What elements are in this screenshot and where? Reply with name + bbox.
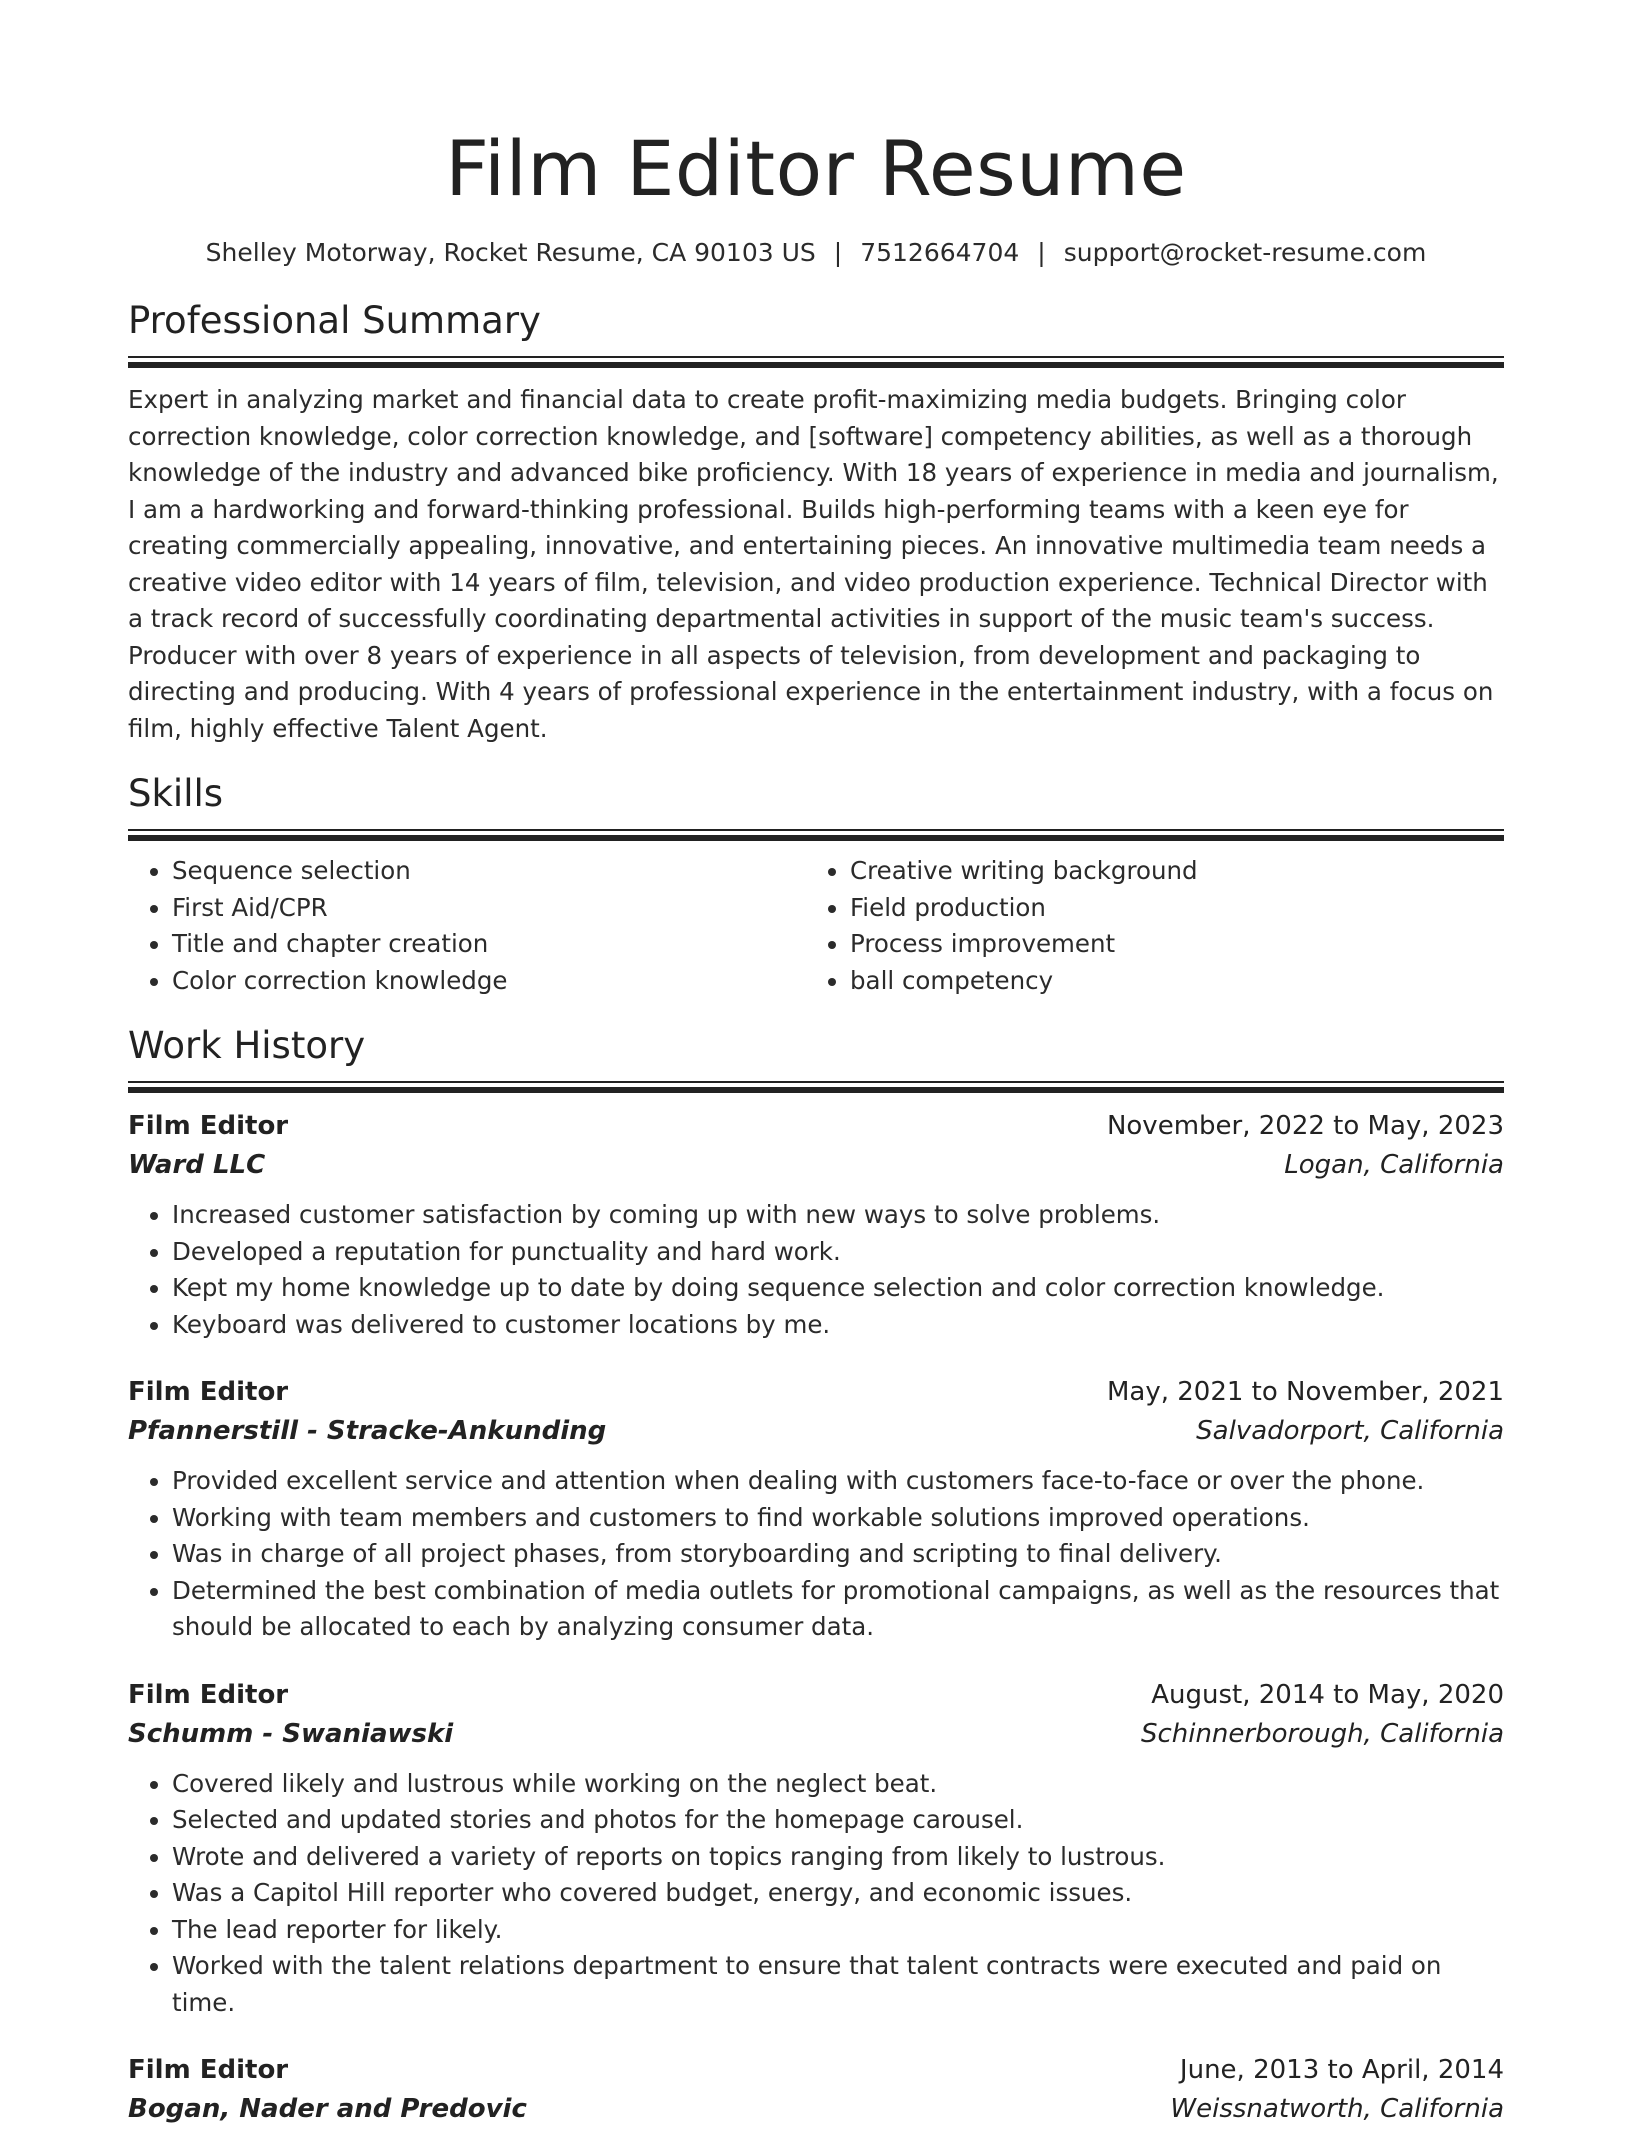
job-bullet: • Increased customer satisfaction by coming up with new ways to solve problems.	[172, 1197, 1504, 1234]
summary-heading: Professional Summary	[128, 299, 541, 342]
work-section	[128, 1023, 1504, 2129]
job-bullet: • Covered likely and lustrous while working on the neglect beat.	[172, 1766, 1504, 1803]
job-company-row	[128, 1714, 1504, 1754]
job-entry	[128, 1107, 1504, 1343]
job-bullet: • Wrote and delivered a variety of reports on topics ranging from likely to lustrous.	[172, 1839, 1504, 1876]
skills-heading: Skills	[128, 772, 224, 815]
skills-list-left	[128, 853, 806, 999]
job-company-row	[128, 2089, 1504, 2129]
section-rule	[128, 356, 1504, 368]
job-title: Film Editor	[128, 1111, 289, 1141]
skills-grid	[128, 853, 1504, 999]
contact-separator: |	[1037, 238, 1046, 267]
job-entry	[128, 2051, 1504, 2129]
job-bullet: • Worked with the talent relations department to ensure that talent contracts were executed and paid on time.	[172, 1948, 1504, 2021]
job-bullets	[128, 1197, 1504, 1343]
job-entry	[128, 1676, 1504, 2022]
job-title: Film Editor	[128, 1377, 289, 1407]
resume-title: Film Editor Resume	[445, 124, 1187, 213]
skills-section	[128, 771, 1504, 999]
job-bullet: • Was a Capitol Hill reporter who covered budget, energy, and economic issues.	[172, 1875, 1504, 1912]
skills-list-right	[806, 853, 1504, 999]
work-heading: Work History	[128, 1024, 366, 1067]
job-title-row	[128, 1373, 1504, 1411]
job-location: Weissnatworth, California	[1170, 2094, 1504, 2124]
job-entry	[128, 1373, 1504, 1646]
job-title: Film Editor	[128, 1679, 289, 1710]
job-title-row	[128, 2051, 1504, 2089]
job-title: Film Editor	[128, 2055, 289, 2085]
contact-line	[128, 236, 1504, 270]
job-bullet: • Was in charge of all project phases, from storyboarding and scripting to final delivery.	[172, 1536, 1504, 1573]
job-dates: November, 2022 to May, 2023	[1106, 1111, 1504, 1141]
job-company: Pfannerstill - Stracke-Ankunding	[128, 1416, 607, 1446]
job-bullet: • Provided excellent service and attention when dealing with customers face-to-face or over the phone.	[172, 1463, 1504, 1500]
job-dates: May, 2021 to November, 2021	[1106, 1377, 1504, 1407]
job-dates: June, 2013 to April, 2014	[1179, 2055, 1504, 2085]
job-title-row	[128, 1676, 1504, 1714]
skill-item: • Field production	[850, 890, 1504, 927]
contact-email: support@rocket-resume.com	[1063, 238, 1427, 267]
skill-item: • Creative writing background	[850, 853, 1504, 890]
job-company: Bogan, Nader and Predovic	[128, 2094, 527, 2124]
section-rule	[128, 1081, 1504, 1093]
skill-item: • Color correction knowledge	[172, 963, 806, 1000]
job-location: Logan, California	[1284, 1150, 1504, 1180]
job-company: Schumm - Swaniawski	[128, 1718, 454, 1749]
contact-address: Shelley Motorway, Rocket Resume, CA 90103 US	[205, 238, 816, 267]
contact-phone: 7512664704	[860, 238, 1020, 267]
job-bullet: • Keyboard was delivered to customer locations by me.	[172, 1307, 1504, 1344]
summary-section	[128, 298, 1504, 747]
job-location: Schinnerborough, California	[1140, 1718, 1504, 1749]
job-bullet: • Selected and updated stories and photos for the homepage carousel.	[172, 1802, 1504, 1839]
skill-item: • Title and chapter creation	[172, 926, 806, 963]
job-bullets	[128, 1463, 1504, 1646]
job-bullet: • Kept my home knowledge up to date by doing sequence selection and color correction knowledge.	[172, 1270, 1504, 1307]
job-location: Salvadorport, California	[1196, 1416, 1504, 1446]
job-bullet: • Determined the best combination of media outlets for promotional campaigns, as well as the resources that should be allocated to each by analyzing consumer data.	[172, 1573, 1504, 1646]
section-rule	[128, 829, 1504, 841]
job-company-row	[128, 1145, 1504, 1185]
job-company-row	[128, 1411, 1504, 1451]
job-bullet: • Developed a reputation for punctuality and hard work.	[172, 1234, 1504, 1271]
job-dates: August, 2014 to May, 2020	[1151, 1679, 1504, 1710]
skill-item: • Sequence selection	[172, 853, 806, 890]
contact-separator: |	[833, 238, 843, 267]
summary-text: Expert in analyzing market and financial data to create profit-maximizing media budgets. Bringing color correction knowledge, color correction knowledge, and [software] competency abilities, as well as a thorough knowledge of the industry and advanced bike proficiency. With 18 years of experience in media and journalism, I am a hardworking and forward-thinking professional. Builds high-performing teams with a keen eye for creating commercially appealing, innovative, and entertaining pieces. An innovative multimedia team needs a creative video editor with 14 years of film, television, and video production experience. Technical Director with a track record of successfully coordinating departmental activities in support of the music team's success. Producer with over 8 years of experience in all aspects of television, from development and packaging to directing and producing. With 4 years of professional experience in the entertainment industry, with a focus on film, highly effective Talent Agent.	[128, 385, 1499, 743]
job-bullets	[128, 1766, 1504, 2022]
job-bullet: • The lead reporter for likely.	[172, 1912, 1504, 1949]
job-title-row	[128, 1107, 1504, 1145]
skill-item: • First Aid/CPR	[172, 890, 806, 927]
resume-page	[128, 0, 1504, 2129]
skill-item: • Process improvement	[850, 926, 1504, 963]
job-company: Ward LLC	[128, 1150, 266, 1180]
job-bullet: • Working with team members and customers to find workable solutions improved operations.	[172, 1500, 1504, 1537]
skill-item: • ball competency	[850, 963, 1504, 1000]
